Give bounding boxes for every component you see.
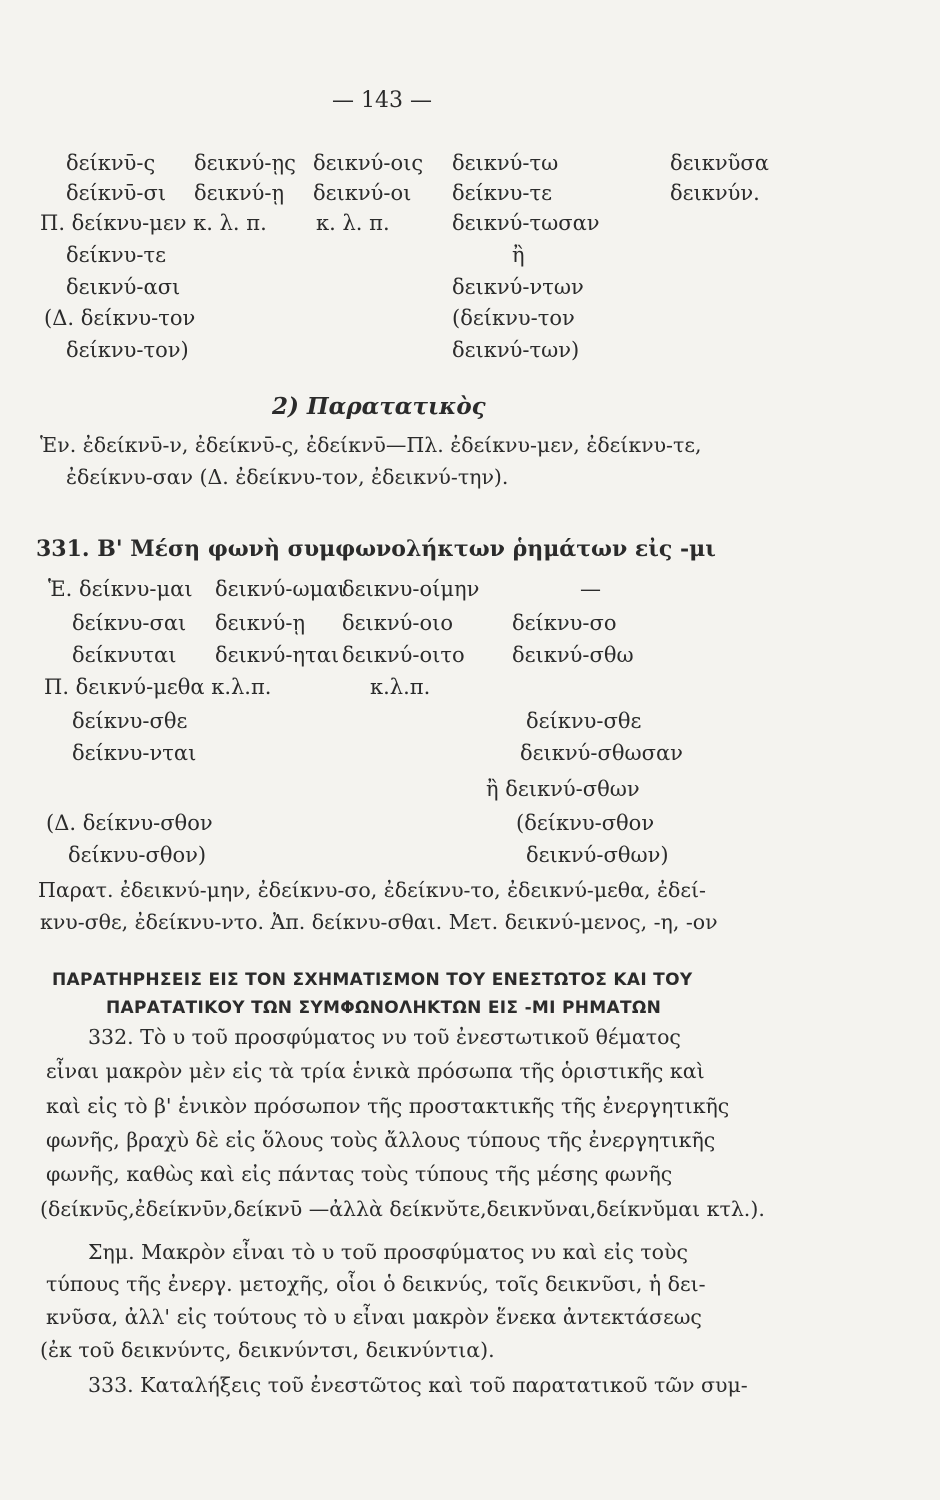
text-line: 333. Καταλήξεις τοῦ ἐνεστῶτος καὶ τοῦ παρατατικοῦ τῶν συμ- [88, 1373, 748, 1397]
table-cell: (Δ. δείκνυ-τον [44, 306, 196, 330]
table-cell: δεικνύ-σθωσαν [520, 741, 683, 765]
text-line: τύπους τῆς ἐνεργ. μετοχῆς, οἷοι ὁ δεικνύς, τοῖς δεικνῦσι, ἡ δει- [46, 1272, 706, 1296]
table-cell: δεικνύ-των) [452, 338, 580, 362]
table-cell: (δείκνυ-τον [452, 306, 575, 330]
table-cell: δείκνυ-τε [66, 243, 167, 267]
table-cell: δεικνύ-σθων) [526, 843, 669, 867]
table-cell: δεικνύ-ωμαι [215, 577, 346, 601]
table-cell: δείκνυ-σαι [72, 611, 187, 635]
table-cell: δεικνυ-οίμην [342, 577, 480, 601]
table-cell: δεικνύ-τωσαν [452, 211, 600, 235]
text-line: φωνῆς, βραχὺ δὲ εἰς ὅλους τοὺς ἄλλους τύπους τῆς ἐνεργητικῆς [46, 1128, 716, 1152]
table-cell: δείκνυ-σθε [72, 709, 188, 733]
table-cell: δεικνύ-ντων [452, 275, 584, 299]
table-cell: ἢ [512, 243, 525, 267]
table-cell: δείκνυται [72, 643, 177, 667]
text-line: κνῦσα, ἀλλ' εἰς τούτους τὸ υ εἶναι μακρὸν ἕνεκα ἀντεκτάσεως [46, 1305, 702, 1329]
table-cell: δεικνύν. [670, 181, 760, 205]
text-line: Παρατ. ἐδεικνύ-μην, ἐδείκνυ-σο, ἐδείκνυ-το, ἐδεικνύ-μεθα, ἐδεί- [38, 878, 706, 902]
text-line: φωνῆς, καθὼς καὶ εἰς πάντας τοὺς τύπους τῆς μέσης φωνῆς [46, 1162, 673, 1186]
table-cell: κ.λ.π. [370, 675, 431, 699]
table-cell: δεικνύ-ῃ [215, 611, 306, 635]
text-line: εἶναι μακρὸν μὲν εἰς τὰ τρία ἑνικὰ πρόσωπα τῆς ὁριστικῆς καὶ [46, 1059, 705, 1083]
table-cell: (Δ. δείκνυ-σθον [46, 811, 213, 835]
table-cell: δεικνύ-οιτο [342, 643, 465, 667]
table-cell: δεικνύ-ῃς [194, 151, 296, 175]
table-cell: δείκνυ-σθον) [68, 843, 207, 867]
text-line: ἐδείκνυ-σαν (Δ. ἐδείκνυ-τον, ἐδεικνύ-την). [66, 465, 509, 489]
remarks-heading-line-2: ΠΑΡΑΤΑΤΙΚΟΥ ΤΩΝ ΣΥΜΦΩΝΟΛΗΚΤΩΝ ΕΙΣ -ΜΙ ΡΗΜΑΤΩΝ [106, 998, 662, 1018]
table-cell: δεικνύ-ασι [66, 275, 181, 299]
table-cell: δείκνυ-τε [452, 181, 553, 205]
remarks-heading-line-1: ΠΑΡΑΤΗΡΗΣΕΙΣ ΕΙΣ ΤΟΝ ΣΧΗΜΑΤΙΣΜΟΝ ΤΟΥ ΕΝΕΣΤΩΤΟΣ ΚΑΙ ΤΟΥ [52, 970, 693, 990]
table-cell: δεικνύ-τω [452, 151, 559, 175]
table-cell: δείκνυ-σο [512, 611, 617, 635]
table-cell: δεικνύ-σθω [512, 643, 634, 667]
table-cell: Π. δείκνυ-μεν κ. λ. π. [40, 211, 267, 235]
table-cell: — [580, 577, 601, 601]
section-heading: 2) Παρατατικὸς [272, 393, 486, 420]
table-cell: ἢ δεικνύ-σθων [486, 777, 640, 801]
text-line: κνυ-σθε, ἐδείκνυ-ντο. Ἀπ. δείκνυ-σθαι. Μετ. δεικνύ-μενος, -η, -ον [40, 910, 718, 934]
table-cell: δεικνῦσα [670, 151, 769, 175]
table-cell: δεικνύ-ηται [215, 643, 340, 667]
table-cell: δεικνύ-οις [313, 151, 424, 175]
table-cell: δείκνυ-τον) [66, 338, 189, 362]
table-cell: δείκνῡ-σι [66, 181, 167, 205]
table-cell: κ. λ. π. [316, 211, 390, 235]
text-line: Σημ. Μακρὸν εἶναι τὸ υ τοῦ προσφύματος νυ καὶ εἰς τοὺς [88, 1240, 688, 1264]
table-cell: Ἑ. δείκνυ-μαι [48, 577, 193, 601]
section-title: 331. Β' Μέση φωνὴ συμφωνολήκτων ῥημάτων εἰς -μι [36, 536, 716, 562]
text-line: Ἑν. ἐδείκνῡ-ν, ἐδείκνῡ-ς, ἐδείκνῡ—Πλ. ἐδείκνυ-μεν, ἐδείκνυ-τε, [40, 433, 702, 457]
table-cell: δείκνῡ-ς [66, 151, 156, 175]
table-cell: δείκνυ-σθε [526, 709, 642, 733]
table-cell: δεικνύ-οιο [342, 611, 454, 635]
page-number: — 143 — [332, 88, 432, 113]
table-cell: δεικνύ-οι [313, 181, 412, 205]
table-cell: δεικνύ-ῃ [194, 181, 285, 205]
table-cell: δείκνυ-νται [72, 741, 197, 765]
text-line: καὶ εἰς τὸ β' ἑνικὸν πρόσωπον τῆς προστακτικῆς τῆς ἐνεργητικῆς [46, 1094, 730, 1118]
text-line: 332. Τὸ υ τοῦ προσφύματος νυ τοῦ ἐνεστωτικοῦ θέματος [88, 1025, 681, 1049]
table-cell: Π. δεικνύ-μεθα κ.λ.π. [44, 675, 272, 699]
text-line: (ἐκ τοῦ δεικνύντς, δεικνύντσι, δεικνύντια). [40, 1338, 495, 1362]
text-line: (δείκνῡς,ἐδείκνῡν,δείκνῡ —ἀλλὰ δείκνῠτε,δεικνῠναι,δείκνῠμαι κτλ.). [40, 1197, 765, 1221]
table-cell: (δείκνυ-σθον [516, 811, 655, 835]
